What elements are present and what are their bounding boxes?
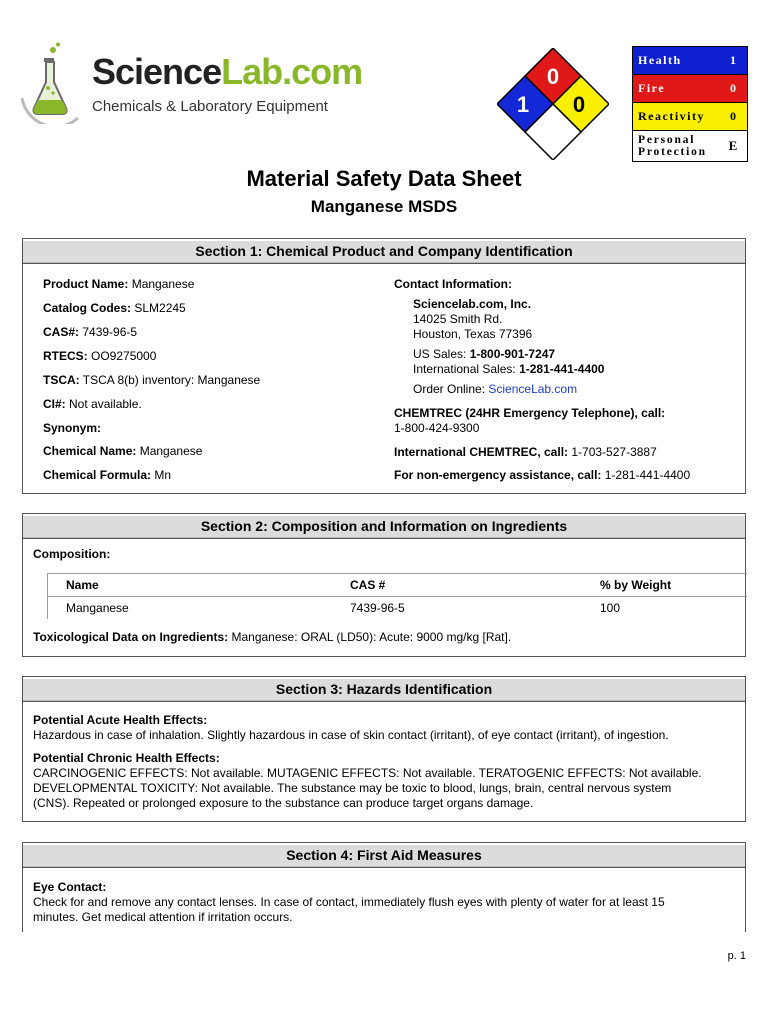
order-online-link[interactable]: ScienceLab.com bbox=[488, 382, 578, 396]
logo-wordmark: ScienceLab.com bbox=[92, 51, 363, 92]
cell-weight: 100 bbox=[600, 601, 621, 615]
intl-chemtrec: International CHEMTREC, call: 1-703-527-3887 bbox=[394, 445, 657, 459]
eye-contact-line2: minutes. Get medical attention if irritation occurs. bbox=[33, 910, 293, 924]
contact-order-online: Order Online: ScienceLab.com bbox=[413, 382, 578, 396]
section-1 bbox=[22, 238, 746, 494]
hazard-row-fire: Fire 0 bbox=[633, 74, 747, 102]
column-header-weight: % by Weight bbox=[600, 574, 747, 597]
field-synonym: Synonym: bbox=[43, 421, 102, 435]
section-3 bbox=[22, 676, 746, 822]
section-4-heading: Section 4: First Aid Measures bbox=[23, 843, 745, 868]
chemtrec-label: CHEMTREC (24HR Emergency Telephone), call: bbox=[394, 406, 666, 420]
hazard-row-health: Health 1 bbox=[633, 47, 747, 74]
document-title: Material Safety Data Sheet bbox=[246, 166, 522, 191]
field-chemical-formula: Chemical Formula: Mn bbox=[43, 468, 172, 482]
table-row bbox=[48, 597, 748, 620]
field-tsca: TSCA: TSCA 8(b) inventory: Manganese bbox=[43, 373, 261, 387]
section-4 bbox=[22, 842, 746, 932]
nfpa-diamond bbox=[497, 48, 609, 160]
logo-tagline: Chemicals & Laboratory Equipment bbox=[92, 98, 328, 115]
contact-us-sales: US Sales: 1-800-901-7247 bbox=[413, 347, 556, 361]
flask-icon bbox=[20, 42, 90, 124]
hazard-row-personal-protection: Personal Protection E bbox=[633, 130, 747, 161]
column-header-cas: CAS # bbox=[350, 574, 600, 597]
nfpa-reactivity-value: 0 bbox=[572, 92, 586, 117]
chronic-effects-line1: CARCINOGENIC EFFECTS: Not available. MUTAGENIC EFFECTS: Not available. TERATOGENIC EFFECTS: Not available. bbox=[33, 766, 702, 780]
contact-address-line1: 14025 Smith Rd. bbox=[413, 312, 503, 326]
chronic-effects-line2: DEVELOPMENTAL TOXICITY: Not available. The substance may be toxic to blood, lungs, brain, central nervous system bbox=[33, 781, 672, 795]
nfpa-health-value: 1 bbox=[516, 92, 530, 117]
hazard-rating-table bbox=[632, 46, 748, 162]
toxicological-data: Toxicological Data on Ingredients: Manganese: ORAL (LD50): Acute: 9000 mg/kg [Rat]. bbox=[33, 630, 512, 644]
table-header-row bbox=[48, 574, 748, 597]
nfpa-fire-value: 0 bbox=[546, 64, 560, 89]
contact-heading: Contact Information: bbox=[394, 277, 512, 291]
chronic-effects-line3: (CNS). Repeated or prolonged exposure to the substance can produce target organs damage. bbox=[33, 796, 534, 810]
page-number: p. 1 bbox=[727, 950, 746, 962]
cell-cas: 7439-96-5 bbox=[350, 601, 405, 615]
eye-contact-label: Eye Contact: bbox=[33, 880, 107, 894]
field-catalog-codes: Catalog Codes: SLM2245 bbox=[43, 301, 186, 315]
contact-address-line2: Houston, Texas 77396 bbox=[413, 327, 533, 341]
field-chemical-name: Chemical Name: Manganese bbox=[43, 444, 203, 458]
column-header-name: Name bbox=[48, 574, 351, 597]
contact-intl-sales: International Sales: 1-281-441-4400 bbox=[413, 362, 605, 376]
document-subtitle: Manganese MSDS bbox=[310, 197, 458, 216]
acute-effects-text: Hazardous in case of inhalation. Slightly hazardous in case of skin contact (irritant), of eye contact (irritant), of ingestion. bbox=[33, 728, 669, 742]
section-2 bbox=[22, 513, 746, 657]
field-product-name: Product Name: Manganese bbox=[43, 277, 195, 291]
sciencelab-logo bbox=[20, 42, 363, 124]
section-1-heading: Section 1: Chemical Product and Company Identification bbox=[23, 239, 745, 264]
chemtrec-phone: 1-800-424-9300 bbox=[394, 421, 480, 435]
field-cas: CAS#: 7439-96-5 bbox=[43, 325, 138, 339]
composition-label: Composition: bbox=[33, 547, 111, 561]
section-2-heading: Section 2: Composition and Information on Ingredients bbox=[23, 514, 745, 539]
ingredients-table bbox=[47, 573, 747, 619]
field-rtecs: RTECS: OO9275000 bbox=[43, 349, 157, 363]
contact-company: Sciencelab.com, Inc. bbox=[413, 297, 532, 311]
section-3-heading: Section 3: Hazards Identification bbox=[23, 677, 745, 702]
hazard-row-reactivity: Reactivity 0 bbox=[633, 102, 747, 130]
cell-name: Manganese bbox=[48, 597, 351, 620]
chronic-effects-label: Potential Chronic Health Effects: bbox=[33, 751, 220, 765]
acute-effects-label: Potential Acute Health Effects: bbox=[33, 713, 208, 727]
field-ci: CI#: Not available. bbox=[43, 397, 142, 411]
eye-contact-line1: Check for and remove any contact lenses. In case of contact, immediately flush eyes with plenty of water for at least 15 bbox=[33, 895, 665, 909]
nonemergency-contact: For non-emergency assistance, call: 1-281-441-4400 bbox=[394, 468, 691, 482]
